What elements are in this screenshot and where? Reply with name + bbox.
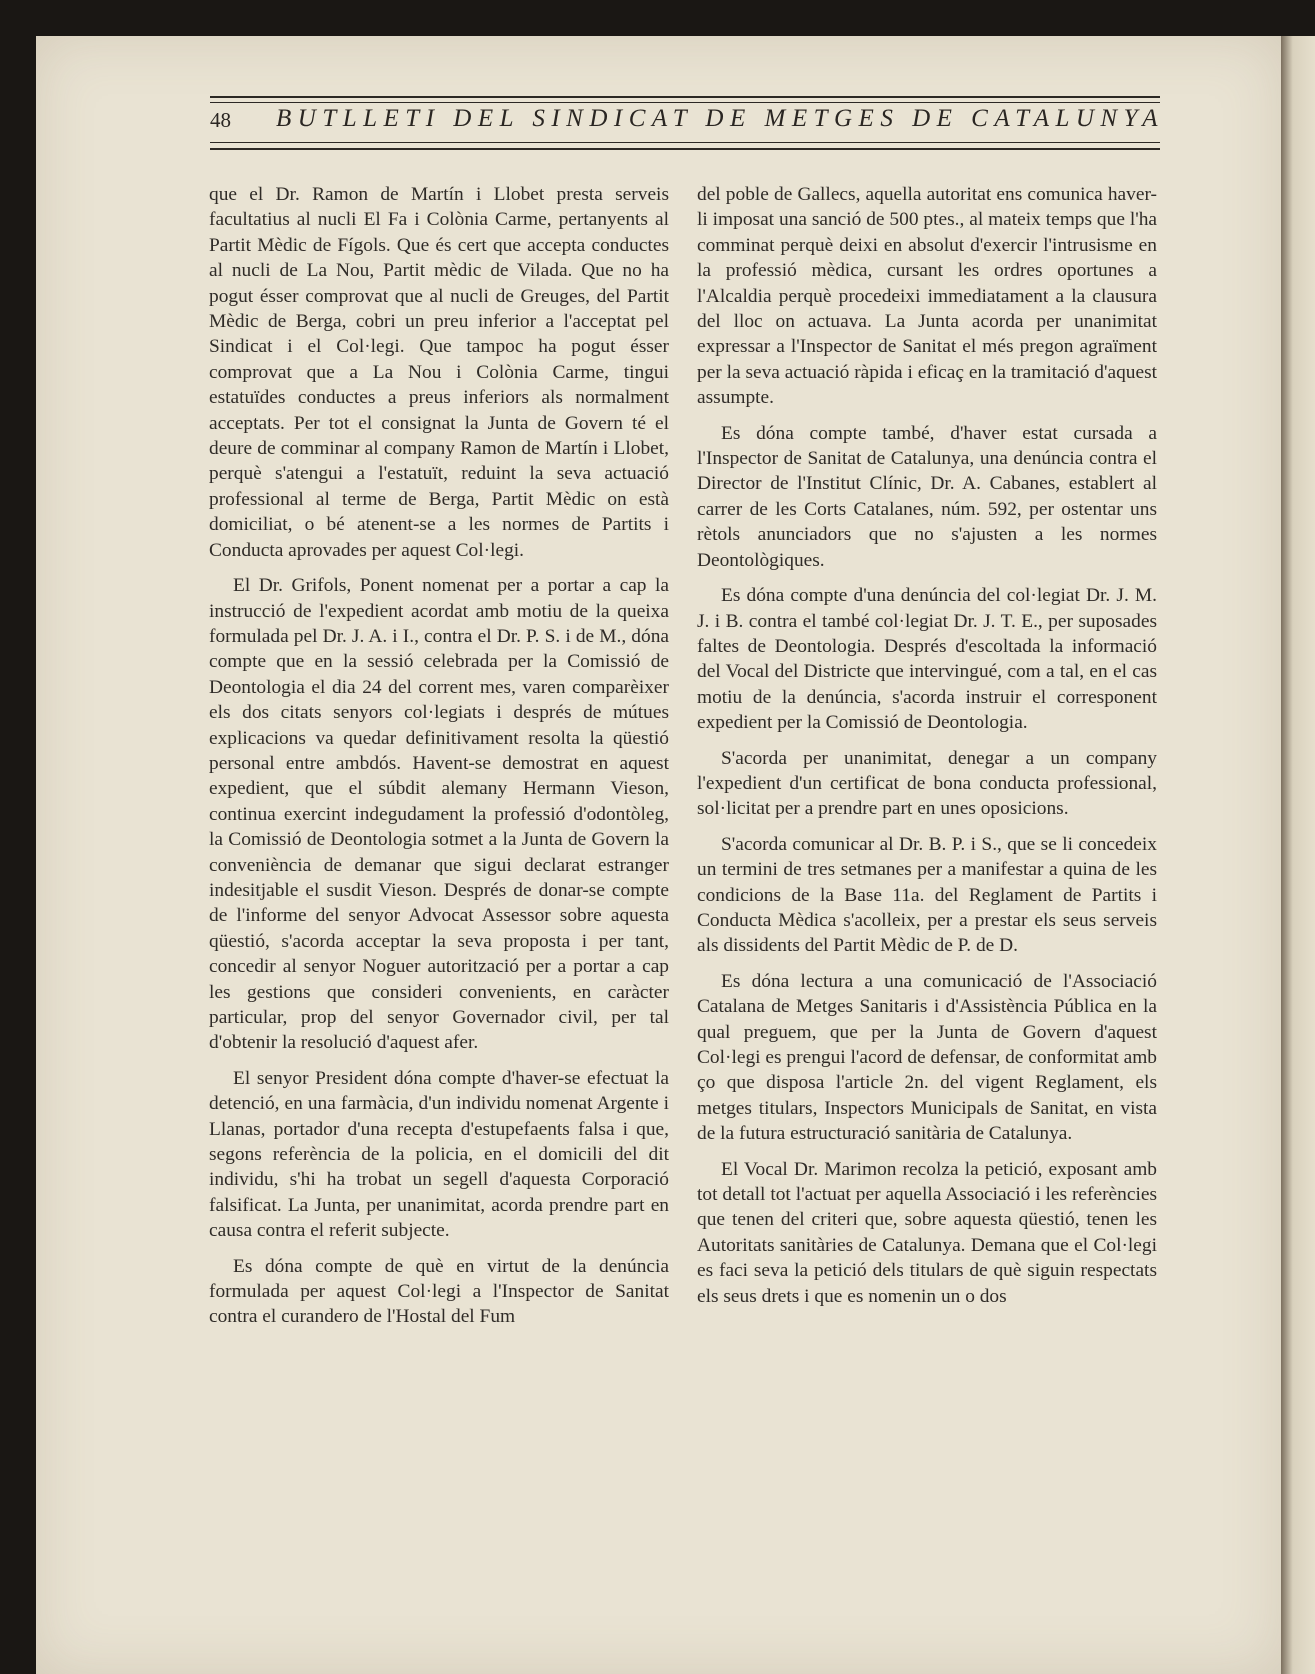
paragraph: Es dóna compte d'una denúncia del col·legiat Dr. J. M. J. i B. contra el també col·legiat Dr. J. T. E., per suposades faltes de Deontologia. Després d'escoltada la informació del Vocal del Districte que intervingué, com a tal, en el cas motiu de la denúncia, s'acorda instruir el corresponent expedient per la Comissió de Deontologia. bbox=[697, 585, 1157, 734]
left-column bbox=[209, 182, 669, 1340]
page-number: 48 bbox=[210, 108, 231, 132]
paragraph: que el Dr. Ramon de Martín i Llobet presta serveis facultatius al nucli El Fa i Colònia Carme, pertanyents al Partit Mèdic de Fígols. Que és cert que accepta conductes al nucli de La Nou, Partit mèdic de Vilada. Que no ha pogut ésser comprovat que al nucli de Greuges, del Partit Mèdic de Berga, cobri un preu inferior a l'acceptat pel Sindicat i el Col·legi. Que tampoc ha pogut ésser comprovat que a La Nou i Colònia Carme, tingui estatuïdes conductes a preus inferiors als normalment acceptats. Per tot el consignat la Junta de Govern té el deure de comminar al company Ramon de Martín i Llobet, perquè s'atengui a l'estatuït, reduint la seva actuació professional al terme de Berga, Partit Mèdic on està domiciliat, o bé atenent-se a les normes de Partits i Conducta aprovades per aquest Col·legi. bbox=[209, 184, 669, 561]
running-header bbox=[210, 96, 1165, 166]
running-title: BUTLLETI DEL SINDICAT DE METGES DE CATALUNYA bbox=[276, 105, 1165, 132]
paragraph: El Vocal Dr. Marimon recolza la petició, exposant amb tot detall tot l'actuat per aquella Associació i les referències que tenen del criteri que, sobre aquesta qüestió, tenen les Autoritats sanitàries de Catalunya. Demana que el Col·legi es faci seva la petició dels titulars de què siguin respectats els seus drets i que es nomenin un o dos bbox=[697, 1158, 1157, 1307]
paragraph: Es dóna compte també, d'haver estat cursada a l'Inspector de Sanitat de Catalunya, una denúncia contra el Director de l'Institut Clínic, Dr. A. Cabanes, establert al carrer de les Corts Catalanes, núm. 592, per ostentar uns rètols anunciadors que no s'ajusten a les normes Deontològiques. bbox=[697, 422, 1157, 571]
page-edge bbox=[1281, 36, 1315, 1674]
paragraph: S'acorda comunicar al Dr. B. P. i S., que se li concedeix un termini de tres setmanes per a manifestar a quina de les condicions de la Base 11a. del Reglament de Partits i Conducta Mèdica s'acolleix, per a prestar els seus serveis als dissidents del Partit Mèdic de P. de D. bbox=[697, 833, 1157, 957]
paragraph: Es dóna compte de què en virtut de la denúncia formulada per aquest Col·legi a l'Inspector de Sanitat contra el curandero de l'Hostal del Fum bbox=[209, 1255, 669, 1328]
paragraph: del poble de Gallecs, aquella autoritat ens comunica haver-li imposat una sanció de 500 ptes., al mateix temps que l'ha comminat perquè deixi en absolut d'exercir l'intrusisme en la professió mèdica, cursant les ordres oportunes a l'Alcaldia perquè procedeixi immediatament a la clausura del lloc on actuava. La Junta acorda per unanimitat expressar a l'Inspector de Sanitat el més pregon agraïment per la seva actuació ràpida i eficaç en la tramitació d'aquest assumpte. bbox=[697, 184, 1158, 409]
paragraph: El Dr. Grifols, Ponent nomenat per a portar a cap la instrucció de l'expedient acordat amb motiu de la queixa formulada pel Dr. J. A. i I., contra el Dr. P. S. i de M., dóna compte que en la sessió celebrada per la Comissió de Deontologia el dia 24 del corrent mes, varen comparèixer els dos citats senyors col·legiats i després de mútues explicacions va quedar definitivament resolta la qüestió personal entre ambdós. Havent-se demostrat en aquest expedient, que el súbdit alemany Hermann Vieson, continua exercint indegudament la professió d'odontòleg, la Comissió de Deontologia sotmet a la Junta de Govern la conveniència de demanar que sigui declarat estranger indesitjable el susdit Vieson. Després de donar-se compte de l'informe del senyor Advocat Assessor sobre aquesta qüestió, s'acorda acceptar la seva proposta i per tant, concedir al senyor Noguer autorització per a portar a cap les gestions que consideri convenients, en caràcter particular, prop del senyor Governador civil, per tal d'obtenir la resolució d'aquest afer. bbox=[209, 575, 669, 1054]
header-rule bbox=[210, 142, 1160, 143]
header-rule bbox=[210, 148, 1160, 150]
paragraph: S'acorda per unanimitat, denegar a un company l'expedient d'un certificat de bona conducta professional, sol·licitat per a prendre part en unes oposicions. bbox=[697, 747, 1157, 820]
header-rule bbox=[210, 102, 1160, 103]
right-column bbox=[697, 182, 1157, 1319]
paragraph: El senyor President dóna compte d'haver-se efectuat la detenció, en una farmàcia, d'un individu nomenat Argente i Llanas, portador d'una recepta d'estupefaents falsa i que, segons referència de la policia, en el domicili del dit individu, s'hi ha trobat un segell d'aquesta Corporació falsificat. La Junta, per unanimitat, acorda prendre part en causa contra el referit subjecte. bbox=[209, 1067, 669, 1242]
header-rule bbox=[210, 96, 1160, 98]
paragraph: Es dóna lectura a una comunicació de l'Associació Catalana de Metges Sanitaris i d'Assistència Pública en la qual preguem, que per la Junta de Govern d'aquest Col·legi es prengui l'acord de defensar, de conformitat amb ço que disposa l'article 2n. del vigent Reglament, els metges titulars, Inspectors Municipals de Sanitat, en vista de la futura estructuració sanitària de Catalunya. bbox=[697, 970, 1157, 1145]
